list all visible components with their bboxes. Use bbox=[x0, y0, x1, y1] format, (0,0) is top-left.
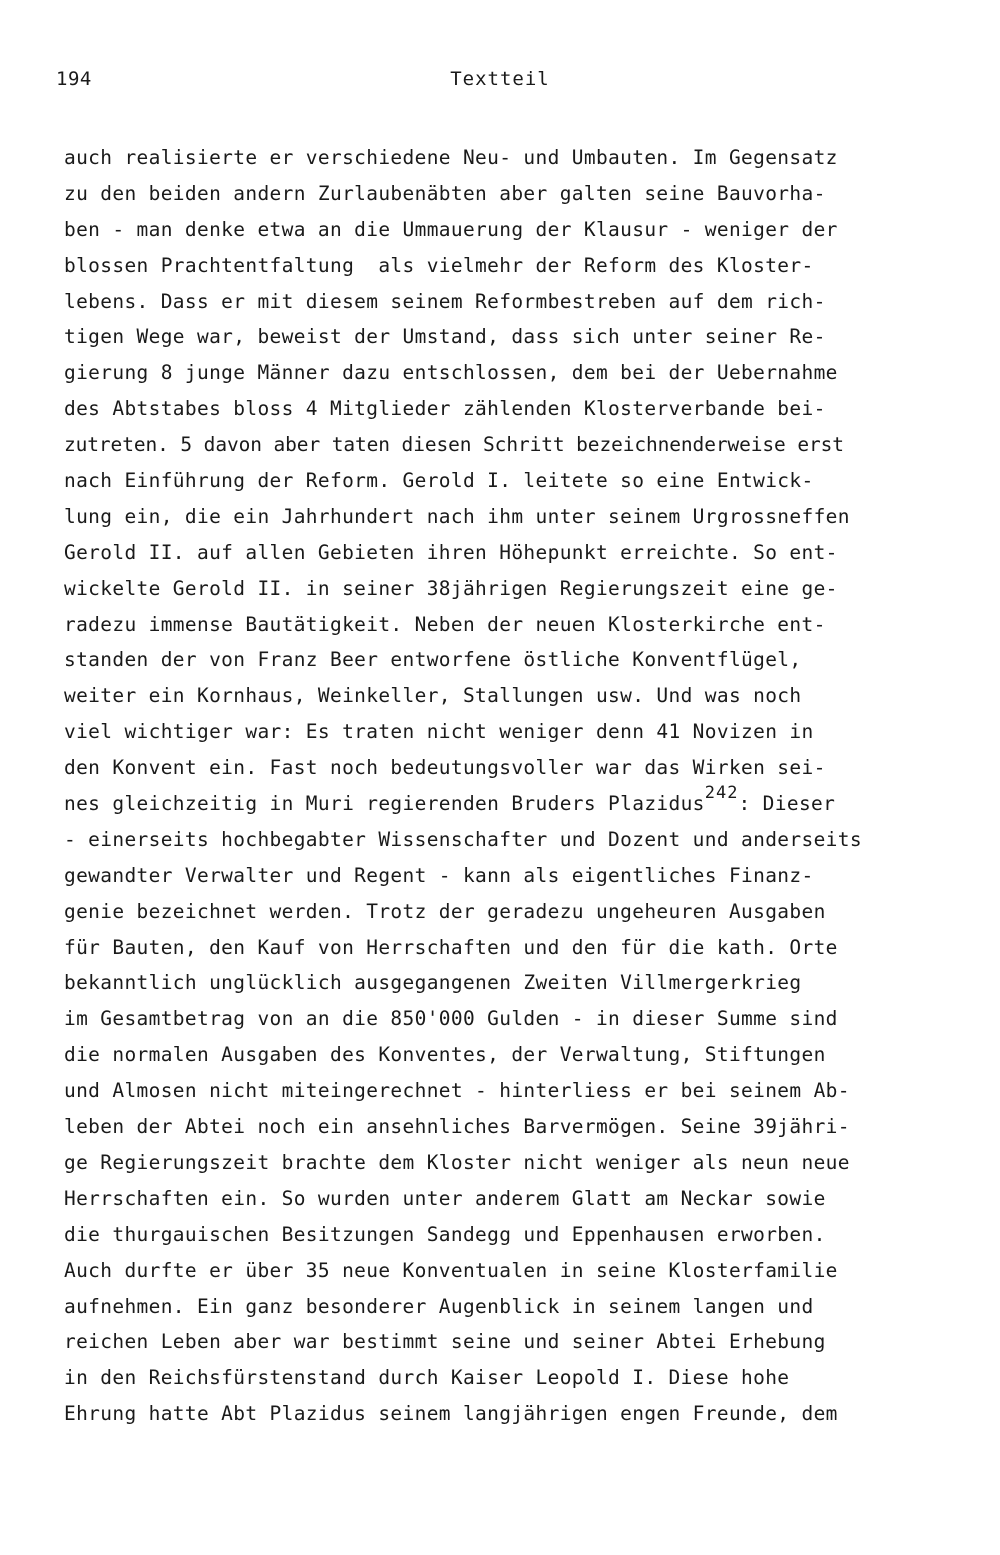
text-line: bekanntlich unglücklich ausgegangenen Zweiten Villmergerkrieg bbox=[64, 971, 802, 995]
text-line: gierung 8 junge Männer dazu entschlossen, dem bei der Uebernahme bbox=[64, 361, 838, 385]
text-line-with-footnote bbox=[64, 783, 984, 822]
text-line: aufnehmen. Ein ganz besonderer Augenblick in seinem langen und bbox=[64, 1294, 814, 1318]
text-line: die thurgauischen Besitzungen Sandegg und Eppenhausen erworben. bbox=[64, 1222, 826, 1246]
text-line: in den Reichsfürstenstand durch Kaiser Leopold I. Diese hohe bbox=[64, 1366, 790, 1390]
text-line: Ehrung hatte Abt Plazidus seinem langjährigen engen Freunde, dem bbox=[64, 1402, 838, 1426]
text-line: zutreten. 5 davon aber taten diesen Schritt bezeichnenderweise erst bbox=[64, 433, 844, 457]
page-number: 194 bbox=[56, 68, 92, 90]
text-line: zu den beiden andern Zurlaubenäbten aber galten seine Bauvorha- bbox=[64, 181, 826, 205]
text-line: lebens. Dass er mit diesem seinem Reformbestreben auf dem rich- bbox=[64, 289, 826, 313]
text-line: Herrschaften ein. So wurden unter anderem Glatt am Neckar sowie bbox=[64, 1186, 826, 1210]
footnote-line-after: : Dieser bbox=[738, 792, 836, 816]
text-line: nach Einführung der Reform. Gerold I. leitete so eine Entwick- bbox=[64, 469, 814, 493]
text-line: viel wichtiger war: Es traten nicht weniger denn 41 Novizen in bbox=[64, 720, 814, 744]
text-line: auch realisierte er verschiedene Neu- und Umbauten. Im Gegensatz bbox=[64, 146, 838, 169]
text-line: im Gesamtbetrag von an die 850'000 Gulden - in dieser Summe sind bbox=[64, 1007, 838, 1031]
text-line: den Konvent ein. Fast noch bedeutungsvoller war das Wirken sei- bbox=[64, 756, 826, 780]
text-line: die normalen Ausgaben des Konventes, der Verwaltung, Stiftungen bbox=[64, 1043, 826, 1067]
text-line: für Bauten, den Kauf von Herrschaften und den für die kath. Orte bbox=[64, 935, 838, 959]
text-line: Auch durfte er über 35 neue Konventualen in seine Klosterfamilie bbox=[64, 1258, 838, 1282]
text-line: tigen Wege war, beweist der Umstand, dass sich unter seiner Re- bbox=[64, 325, 826, 349]
text-line: genie bezeichnet werden. Trotz der geradezu ungeheuren Ausgaben bbox=[64, 899, 826, 923]
running-title: Textteil bbox=[450, 68, 550, 90]
text-line: reichen Leben aber war bestimmt seine und seiner Abtei Erhebung bbox=[64, 1330, 826, 1354]
text-line: weiter ein Kornhaus, Weinkeller, Stallungen usw. Und was noch bbox=[64, 684, 802, 708]
footnote-line-before: nes gleichzeitig in Muri regierenden Bruders Plazidus bbox=[64, 792, 705, 816]
footnote-marker[interactable]: 242 bbox=[704, 783, 739, 804]
text-line: gewandter Verwalter und Regent - kann als eigentliches Finanz- bbox=[64, 863, 814, 887]
body-text bbox=[64, 140, 984, 1432]
text-line: des Abtstabes bloss 4 Mitglieder zählenden Klosterverbande bei- bbox=[64, 397, 826, 421]
text-line: lung ein, die ein Jahrhundert nach ihm unter seinem Urgrossneffen bbox=[64, 504, 850, 528]
text-line: - einerseits hochbegabter Wissenschafter und Dozent und anderseits bbox=[64, 827, 862, 851]
text-line: und Almosen nicht miteingerechnet - hinterliess er bei seinem Ab- bbox=[64, 1079, 850, 1103]
text-line: standen der von Franz Beer entworfene östliche Konventflügel, bbox=[64, 648, 802, 672]
text-line: ge Regierungszeit brachte dem Kloster nicht weniger als neun neue bbox=[64, 1150, 850, 1174]
text-line: wickelte Gerold II. in seiner 38jährigen Regierungszeit eine ge- bbox=[64, 576, 838, 600]
text-line: blossen Prachtentfaltung als vielmehr der Reform des Kloster- bbox=[64, 253, 814, 277]
page-header bbox=[0, 68, 1000, 98]
text-line: ben - man denke etwa an die Ummauerung der Klausur - weniger der bbox=[64, 217, 838, 241]
text-line: Gerold II. auf allen Gebieten ihren Höhepunkt erreichte. So ent- bbox=[64, 540, 838, 564]
text-line: leben der Abtei noch ein ansehnliches Barvermögen. Seine 39jähri- bbox=[64, 1115, 850, 1139]
text-line: radezu immense Bautätigkeit. Neben der neuen Klosterkirche ent- bbox=[64, 612, 826, 636]
